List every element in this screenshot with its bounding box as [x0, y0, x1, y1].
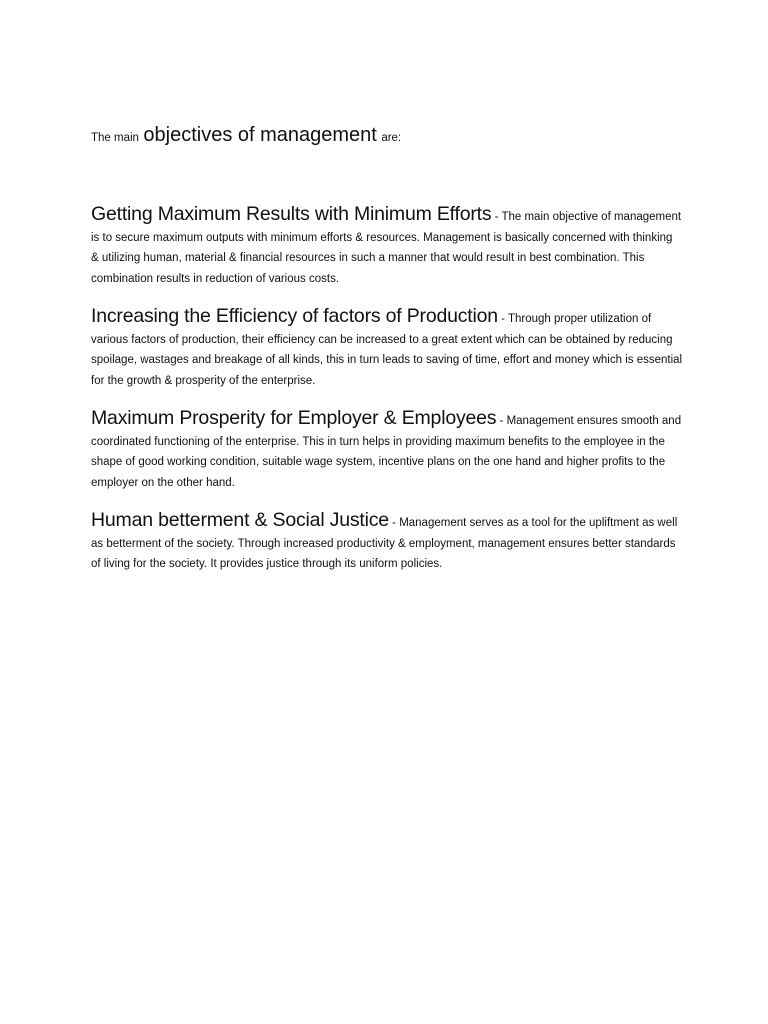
objective-body: - Management serves as a tool for the upliftment as well as betterment of the society. Through increased productivity & employment, management ensures better standards of living for the society. It provides justice through its uniform policies. [91, 517, 678, 570]
objective-section [91, 204, 683, 289]
intro-line [91, 124, 691, 147]
intro-emphasis: objectives of management [143, 124, 377, 146]
objective-body: - Through proper utilization of various factors of production, their efficiency can be increased to a great extent which can be obtained by reducing spoilage, wastages and breakage of all kinds, this in turn leads to saving of time, effort and money which is essential for the growth & prosperity of the enterprise. [91, 313, 683, 387]
objective-section [91, 408, 683, 493]
intro-suffix: are: [381, 132, 402, 144]
objective-heading: Getting Maximum Results with Minimum Efforts [91, 203, 492, 225]
objective-heading: Maximum Prosperity for Employer & Employees [91, 407, 497, 429]
objective-body: - Management ensures smooth and coordinated functioning of the enterprise. This in turn helps in providing maximum benefits to the employee in the shape of good working condition, suitable wage system, incentive plans on the one hand and higher profits to the employer on the other hand. [91, 415, 682, 489]
objective-body: - The main objective of management is to secure maximum outputs with minimum efforts & resources. Management is basically concerned with thinking & utilizing human, material & financial resources in such a manner that would result in best combination. This combination results in reduction of various costs. [91, 211, 682, 285]
objective-heading: Increasing the Efficiency of factors of Production [91, 305, 498, 327]
objective-section [91, 510, 683, 575]
objective-section [91, 306, 683, 391]
intro-prefix: The main [91, 132, 139, 144]
objective-heading: Human betterment & Social Justice [91, 509, 389, 531]
